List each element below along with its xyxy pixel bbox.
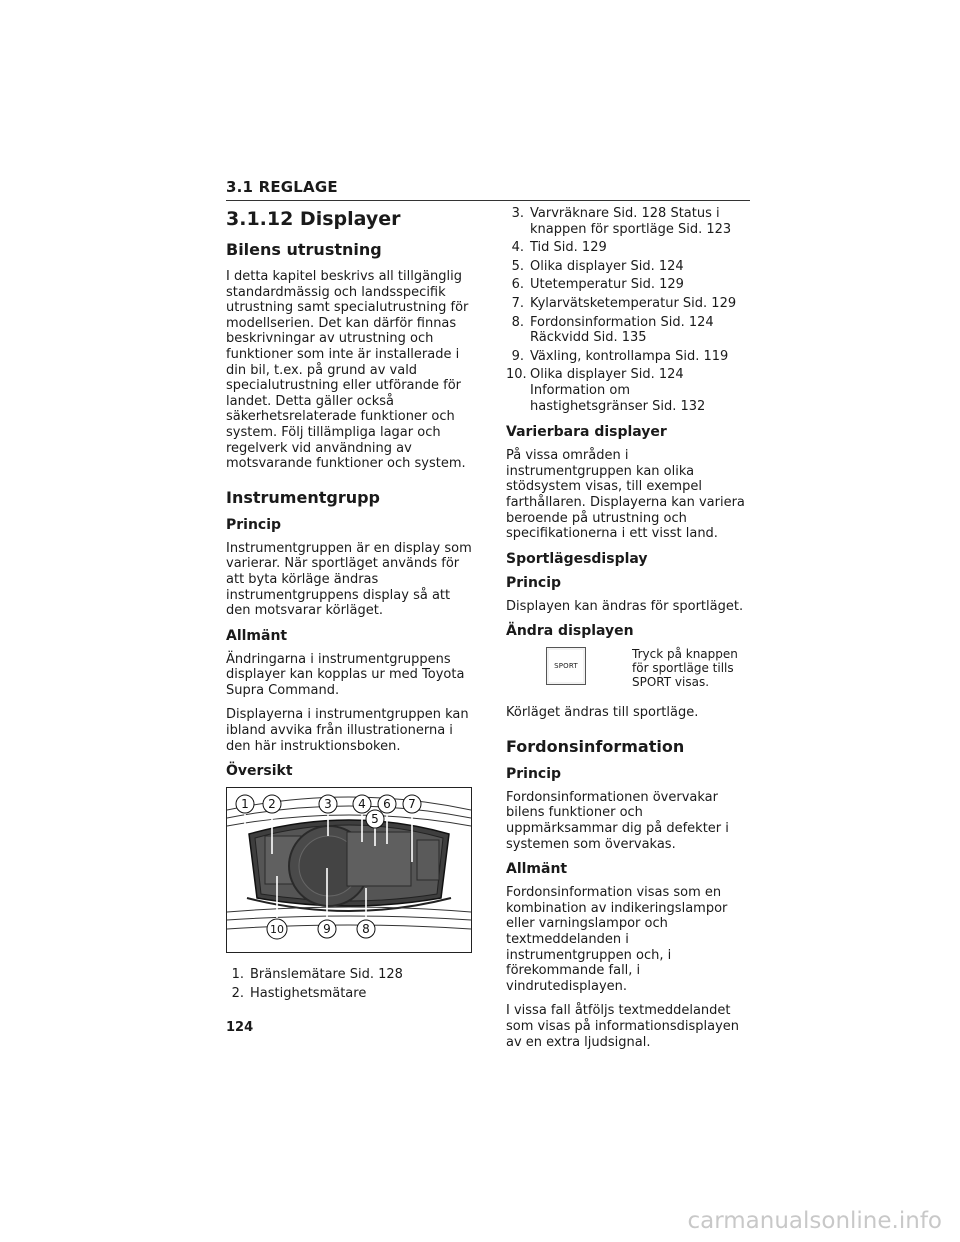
callout-4: 4 (358, 797, 366, 812)
page-number: 124 (226, 1020, 254, 1035)
list-item: 3. Varvräknare Sid. 128 Status i knappen för sportläge Sid. 123 (511, 206, 732, 237)
sport-button-icon: SPORT (546, 647, 586, 685)
sport-instruction-text: Tryck på knappen för sportläge tills SPORT visas. (632, 647, 738, 690)
princip-heading: Princip (226, 516, 282, 533)
watermark: carmanualsonline.info (687, 1208, 942, 1234)
fordon-princip-heading: Princip (506, 765, 562, 782)
fordon-heading: Fordonsinformation (506, 736, 685, 756)
korlage-text: Körläget ändras till sportläge. (506, 705, 699, 721)
section-header: 3.1 REGLAGE (226, 178, 750, 201)
sport-heading: Sportlägesdisplay (506, 550, 648, 567)
sport-princip-heading: Princip (506, 574, 562, 591)
callout-3: 3 (324, 797, 332, 812)
list-item: 4. Tid Sid. 129 (511, 240, 607, 256)
oversikt-heading: Översikt (226, 763, 293, 780)
callout-10: 10 (270, 923, 284, 937)
chapter-title: 3.1.12 Displayer (226, 208, 401, 230)
overview-list-right (506, 206, 752, 414)
callout-1: 1 (241, 797, 249, 812)
instrument-cluster-figure (226, 787, 472, 953)
callout-6: 6 (383, 797, 391, 812)
princip-text: Instrumentgruppen är en display som varierar. När sportläget används för att byta körläge ändras instrumentgruppens display så att den motsvarar körläget. (226, 540, 472, 619)
fordon-allmant-heading: Allmänt (506, 861, 568, 878)
allmant-text-2: Displayerna i instrumentgruppen kan ibland avvika från illustrationerna i den här instruktionsboken. (226, 707, 469, 754)
variabla-text: På vissa områden i instrumentgruppen kan olika stödsystem visas, till exempel farthållaren. Displayerna kan variera beroende på utrustning och specifikationerna i ett visst land. (506, 448, 745, 542)
bilens-heading: Bilens utrustning (226, 240, 382, 259)
instrument-heading: Instrumentgrupp (226, 487, 380, 507)
list-item: 9. Växling, kontrollampa Sid. 119 (511, 348, 729, 364)
list-item: 7. Kylarvätsketemperatur Sid. 129 (511, 295, 737, 311)
instrument-cluster-illustration (227, 788, 471, 952)
andra-heading: Ändra displayen (506, 623, 634, 640)
fordon-princip-text: Fordonsinformationen övervakar bilens funktioner och uppmärksammar dig på defekter i systemen som övervakas. (506, 789, 729, 852)
callout-7: 7 (408, 797, 416, 812)
list-item: 6. Utetemperatur Sid. 129 (511, 277, 684, 293)
variabla-heading: Varierbara displayer (506, 424, 667, 441)
bilens-text: I detta kapitel beskrivs all tillgänglig standardmässig och landsspecifik utrustning samt specialutrustning för modellserien. Det kan därför finnas beskrivningar av utrustning och funktioner som inte är installerade i din bil, t.ex. på grund av vald specialutrustning eller utförande för landet. Detta gäller också säkerhetsrelaterade funktioner och system. Följ tillämpliga lagar och regelverk vid användning av motsvarande funktioner och system. (226, 269, 469, 472)
callout-9: 9 (323, 922, 331, 937)
callout-8: 8 (362, 922, 370, 937)
list-item: 2. Hastighetsmätare (231, 985, 367, 1001)
callout-5: 5 (371, 812, 379, 827)
fordon-allmant-text-2: I vissa fall åtföljs textmeddelandet som visas på informationsdisplayen av en extra ljudsignal. (506, 1003, 740, 1050)
overview-list-left (226, 967, 472, 1001)
list-item: 8. Fordonsinformation Sid. 124 Räckvidd Sid. 135 (511, 314, 714, 346)
left-column (226, 206, 472, 1004)
fordon-allmant-text-1: Fordonsinformation visas som en kombination av indikeringslampor eller varningslampor och textmeddelanden i instrumentgruppen och, i förekommande fall, i vindrutedisplayen. (506, 885, 728, 994)
list-item: 10. Olika displayer Sid. 124 Information om hastighetsgränser Sid. 132 (506, 367, 706, 414)
list-item: 5. Olika displayer Sid. 124 (511, 258, 684, 274)
callout-2: 2 (268, 797, 276, 812)
sport-instruction-row (546, 647, 752, 689)
list-item: 1. Bränslemätare Sid. 128 (231, 967, 403, 983)
allmant-text-1: Ändringarna i instrumentgruppens displayer kan kopplas ur med Toyota Supra Command. (226, 651, 465, 698)
right-column (506, 206, 752, 1059)
sport-princip-text: Displayen kan ändras för sportläget. (506, 598, 744, 614)
allmant-heading: Allmänt (226, 627, 288, 644)
